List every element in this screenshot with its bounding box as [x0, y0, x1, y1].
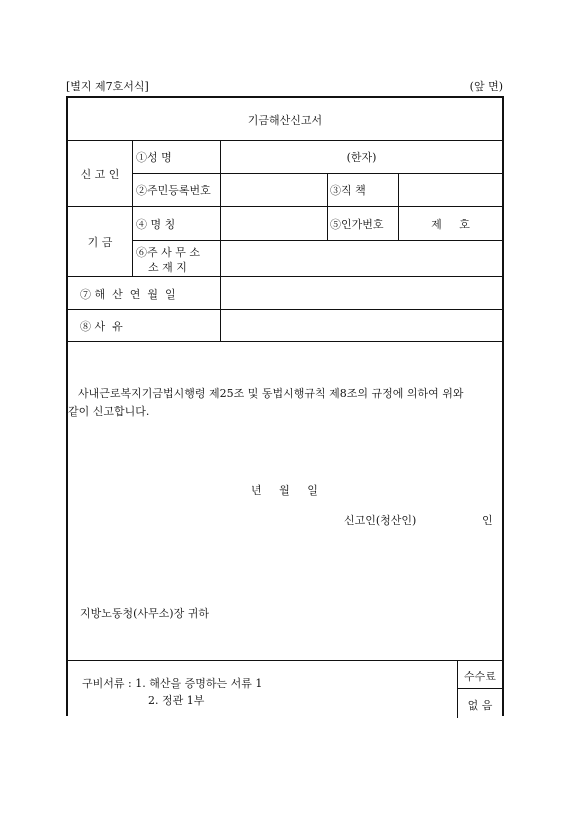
rule: [133, 240, 502, 241]
addressee: 지방노동청(사무소)장 귀하: [80, 607, 209, 620]
report-date: 년 월 일: [251, 484, 318, 497]
reporter-group-label: 신 고 인: [80, 168, 120, 181]
fee-value: 없 음: [467, 699, 493, 712]
name-field[interactable]: (한자): [346, 151, 377, 164]
fee-label: 수수료: [464, 670, 496, 683]
office-label-line2: 소 재 지: [148, 261, 187, 274]
rule: [220, 140, 221, 341]
name-label: ①성 명: [136, 151, 172, 164]
position-label: ③직 책: [330, 184, 366, 197]
rrn-label: ②주민등록번호: [136, 184, 211, 197]
required-docs-2: 2. 정관 1부: [148, 694, 205, 707]
report-form: [66, 96, 504, 716]
rule: [327, 206, 328, 240]
declaration-line2: 같이 신고합니다.: [68, 405, 150, 418]
form-title: 기금해산신고서: [247, 114, 323, 127]
fund-name-label: ④ 명 칭: [136, 218, 176, 231]
rule: [68, 206, 502, 207]
required-docs-1: 구비서류 : 1. 해산을 증명하는 서류 1: [82, 677, 263, 690]
form-number: [별지 제7호서식]: [66, 80, 149, 93]
page-side-label: (앞 면): [469, 80, 503, 93]
rule: [398, 173, 399, 206]
rule: [68, 140, 502, 141]
rule: [68, 341, 502, 342]
approval-number-label: ⑤인가번호: [330, 218, 384, 231]
rule: [68, 309, 502, 310]
approval-number-field[interactable]: 제 호: [431, 218, 470, 231]
declaration-line1: 사내근로복지기금법시행령 제25조 및 동법시행규칙 제8조의 규정에 의하여 위와: [78, 387, 464, 400]
rule: [132, 140, 133, 276]
reason-label: ⑧ 사 유: [80, 320, 123, 333]
rule: [457, 688, 502, 689]
rule: [68, 276, 502, 277]
signer-label: 신고인(청산인): [344, 514, 417, 527]
fund-group-label: 기 금: [87, 236, 113, 249]
office-label-line1: ⑥주 사 무 소: [136, 246, 200, 259]
rule: [133, 173, 502, 174]
dissolution-date-label: ⑦ 해 산 연 월 일: [80, 288, 176, 301]
rule: [68, 660, 502, 661]
rule: [327, 173, 328, 206]
seal-mark: 인: [482, 514, 493, 527]
